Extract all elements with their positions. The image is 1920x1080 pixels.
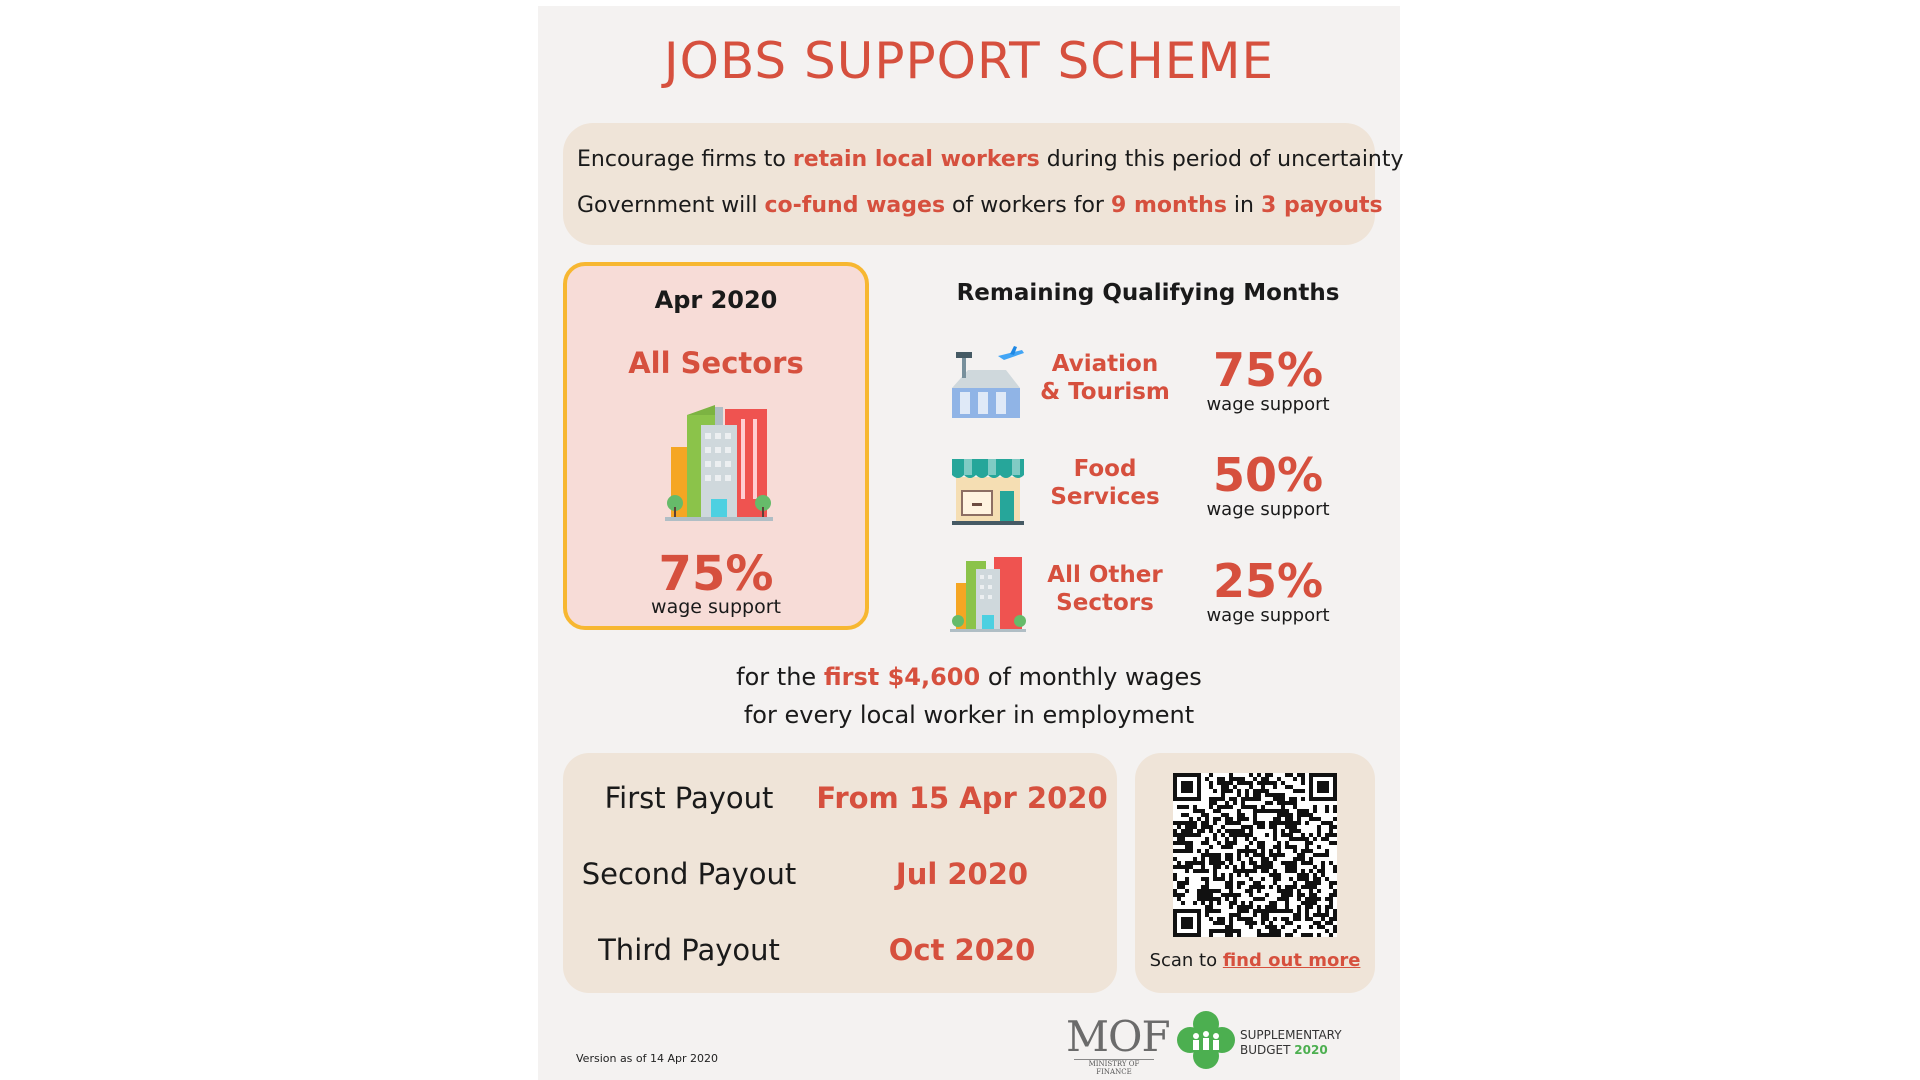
remaining-percent: 25% [1212,554,1324,608]
version-note: Version as of 14 Apr 2020 [576,1052,719,1065]
poster [538,6,1404,1080]
airport-icon [948,342,1028,422]
intro-text: in [1226,193,1261,218]
intro-highlight: retain local workers [792,147,1040,172]
intro-highlight: co-fund wages [764,193,946,218]
find-out-more-link[interactable]: find out more [1222,950,1361,971]
remaining-row-others [948,553,1368,649]
sector-name-line: All Other [1047,562,1163,588]
budget-line-1: SUPPLEMENTARY [1240,1028,1342,1042]
payouts-panel [563,753,1117,993]
remaining-label: wage support [1206,499,1330,520]
remaining-percent: 50% [1212,448,1324,502]
remaining-sector-name [1040,455,1170,511]
payout-label: Second Payout [581,857,797,891]
remaining-sector-name [1040,350,1170,406]
payout-label: First Payout [604,781,774,815]
qr-code-icon[interactable] [1173,773,1337,937]
payout-row [563,773,1117,823]
intro-text: of workers for [945,193,1111,218]
qr-caption-text: Scan to [1149,950,1223,971]
remaining-row-food [948,447,1368,543]
city-buildings-icon [665,403,773,523]
wage-cap-text [538,658,1400,734]
payout-date: From 15 Apr 2020 [816,781,1108,815]
sector-name-line: Services [1050,484,1160,510]
remaining-sector-name [1040,561,1170,617]
intro-highlight: 3 payouts [1260,193,1383,218]
intro-panel [563,123,1404,245]
budget-word: BUDGET [1240,1043,1291,1057]
sector-name-line: Aviation [1051,351,1159,377]
payout-label: Third Payout [598,933,780,967]
supplementary-budget-logo-icon [1176,1010,1236,1070]
remaining-label: wage support [1206,605,1330,626]
payout-row [563,925,1117,975]
wage-text: of monthly wages [980,663,1202,691]
intro-line-1 [577,137,1404,183]
remaining-label: wage support [1206,394,1330,415]
sector-name-line: & Tourism [1040,379,1170,405]
payout-date: Oct 2020 [888,933,1036,967]
remaining-percent: 75% [1212,343,1324,397]
intro-highlight: 9 months [1110,193,1227,218]
budget-line-2 [1240,1043,1342,1058]
wage-highlight: first $4,600 [823,663,981,691]
qr-caption [1135,950,1375,971]
april-label: wage support [651,596,781,618]
sector-name-line: Sectors [1056,590,1154,616]
remaining-title: Remaining Qualifying Months [956,280,1340,306]
sector-name-line: Food [1073,456,1137,482]
wage-line-1 [538,658,1400,696]
april-sector: All Sectors [628,346,804,380]
mof-logo-subtext: MINISTRY OF FINANCE [1074,1059,1154,1076]
mof-logo-text: MOF [1066,1012,1170,1061]
remaining-row-aviation [948,342,1368,438]
storefront-icon [948,447,1028,527]
supplementary-budget-text [1240,1028,1342,1058]
intro-text: during this period of uncertainty [1039,147,1404,172]
intro-text: Government will [577,193,765,218]
wage-line-2: for every local worker in employment [743,701,1195,729]
qr-panel [1135,753,1375,993]
intro-line-2 [577,183,1383,229]
intro-text: Encourage firms to [577,147,793,172]
april-month: Apr 2020 [654,286,778,314]
budget-year: 2020 [1294,1043,1328,1057]
april-percent: 75% [658,546,774,602]
april-card [563,262,869,630]
page-title: JOBS SUPPORT SCHEME [663,32,1275,90]
city-buildings-icon [948,553,1028,633]
payout-row [563,849,1117,899]
mof-logo [1066,1012,1170,1076]
wage-text: for the [736,663,824,691]
payout-date: Jul 2020 [895,857,1029,891]
